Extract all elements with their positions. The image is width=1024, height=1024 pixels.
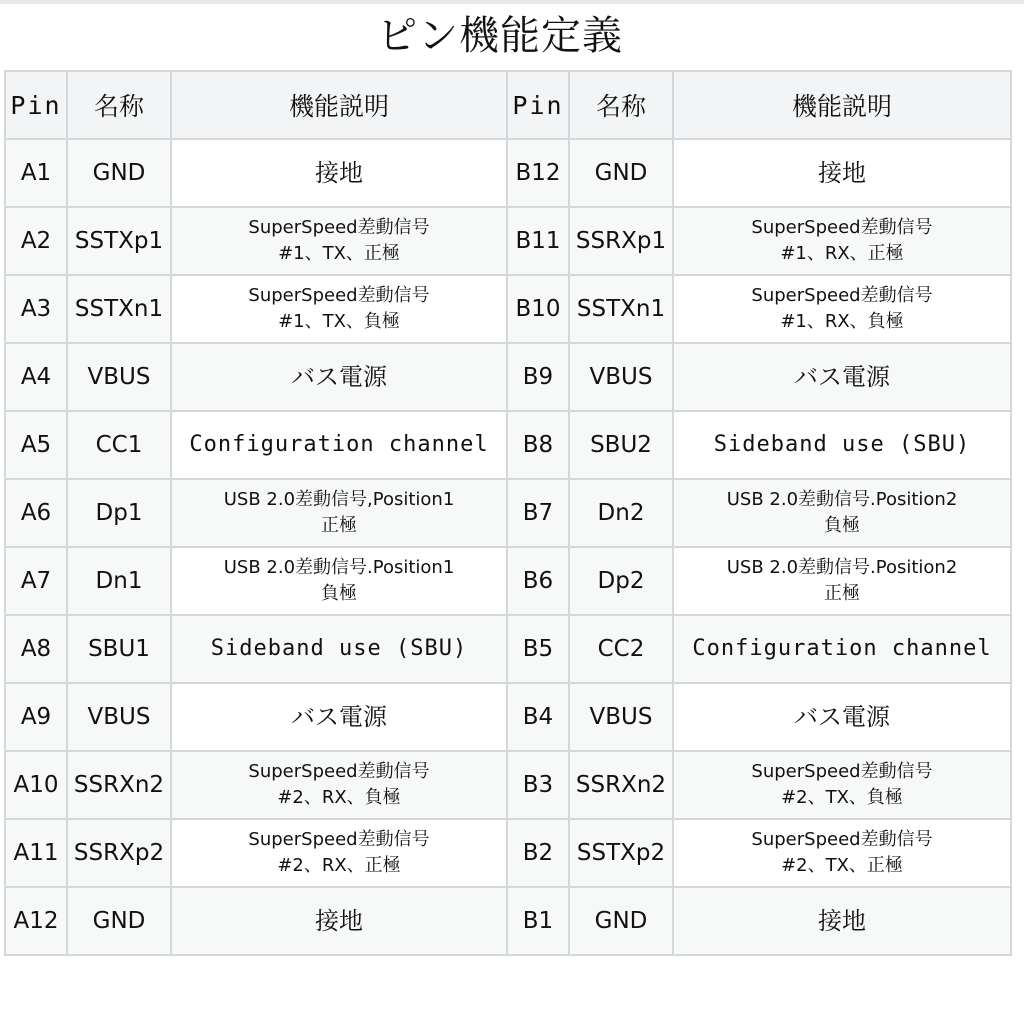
table-row (5, 615, 1011, 683)
description-line: #1、TX、負極 (278, 311, 400, 332)
pin-name-cell: Dn2 (569, 479, 673, 547)
table-row (5, 139, 1011, 207)
pin-name-cell: CC2 (569, 615, 673, 683)
description-line: バス電源 (291, 703, 387, 731)
description-line: Sideband use (SBU) (713, 432, 971, 457)
pin-name-cell: SSTXp2 (569, 819, 673, 887)
pin-name-cell: VBUS (569, 343, 673, 411)
description-line: #2、RX、正極 (277, 855, 401, 876)
pin-name-cell: SSTXn1 (67, 275, 171, 343)
pin-definition-table (4, 70, 1012, 956)
description-line: SuperSpeed差動信号 (751, 285, 933, 306)
header-desc-right: 機能説明 (673, 71, 1011, 139)
description-line: #2、RX、負極 (277, 787, 401, 808)
pin-description-cell (673, 547, 1011, 615)
description-line: SuperSpeed差動信号 (248, 829, 430, 850)
header-pin-right: Pin (507, 71, 569, 139)
pin-description-cell (673, 819, 1011, 887)
pin-name-cell: SSRXn2 (569, 751, 673, 819)
pin-description-cell (673, 683, 1011, 751)
pin-id-cell: B7 (507, 479, 569, 547)
description-line: SuperSpeed差動信号 (248, 285, 430, 306)
pin-id-cell: B10 (507, 275, 569, 343)
pin-name-cell: SSTXn1 (569, 275, 673, 343)
table-row (5, 751, 1011, 819)
pin-name-cell: GND (569, 887, 673, 955)
pin-name-cell: SBU1 (67, 615, 171, 683)
description-line: SuperSpeed差動信号 (751, 761, 933, 782)
pin-id-cell: A3 (5, 275, 67, 343)
pin-id-cell: B6 (507, 547, 569, 615)
table-row (5, 819, 1011, 887)
table-row (5, 547, 1011, 615)
pin-id-cell: A2 (5, 207, 67, 275)
pin-description-cell (673, 887, 1011, 955)
pin-id-cell: A12 (5, 887, 67, 955)
table-row (5, 343, 1011, 411)
table-row (5, 683, 1011, 751)
pin-name-cell: SBU2 (569, 411, 673, 479)
pin-id-cell: A10 (5, 751, 67, 819)
pin-id-cell: B2 (507, 819, 569, 887)
description-line: バス電源 (794, 703, 890, 731)
description-line: Configuration channel (189, 432, 489, 457)
page-title: ピン機能定義 (377, 13, 623, 59)
description-line: 正極 (321, 515, 357, 536)
pin-id-cell: B12 (507, 139, 569, 207)
pin-name-cell: VBUS (67, 343, 171, 411)
pin-id-cell: A1 (5, 139, 67, 207)
description-line: バス電源 (794, 363, 890, 391)
description-line: 負極 (321, 583, 357, 604)
pin-description-cell (171, 343, 507, 411)
description-line: USB 2.0差動信号.Position1 (223, 557, 455, 578)
pin-name-cell: GND (67, 887, 171, 955)
pin-description-cell (171, 683, 507, 751)
pin-id-cell: B1 (507, 887, 569, 955)
pin-description-cell (673, 411, 1011, 479)
pin-name-cell: VBUS (67, 683, 171, 751)
description-line: SuperSpeed差動信号 (248, 761, 430, 782)
pin-id-cell: A11 (5, 819, 67, 887)
description-line: USB 2.0差動信号,Position1 (223, 489, 455, 510)
pin-id-cell: B3 (507, 751, 569, 819)
pin-name-cell: SSRXp1 (569, 207, 673, 275)
table-row (5, 411, 1011, 479)
pin-name-cell: SSRXp2 (67, 819, 171, 887)
description-line: #1、RX、負極 (780, 311, 904, 332)
pin-description-cell (171, 139, 507, 207)
pin-id-cell: A8 (5, 615, 67, 683)
pin-id-cell: A5 (5, 411, 67, 479)
pin-description-cell (171, 615, 507, 683)
description-line: #1、TX、正極 (278, 243, 400, 264)
pin-description-cell (673, 207, 1011, 275)
description-line: USB 2.0差動信号.Position2 (726, 489, 958, 510)
description-line: Configuration channel (692, 636, 992, 661)
description-line: SuperSpeed差動信号 (751, 217, 933, 238)
pin-description-cell (673, 343, 1011, 411)
description-line: SuperSpeed差動信号 (248, 217, 430, 238)
pin-description-cell (171, 751, 507, 819)
header-desc-left: 機能説明 (171, 71, 507, 139)
pin-name-cell: Dn1 (67, 547, 171, 615)
pin-description-cell (673, 615, 1011, 683)
pin-name-cell: VBUS (569, 683, 673, 751)
pin-id-cell: B11 (507, 207, 569, 275)
pin-name-cell: SSRXn2 (67, 751, 171, 819)
description-line: SuperSpeed差動信号 (751, 829, 933, 850)
description-line: 接地 (818, 907, 866, 935)
pin-name-cell: GND (569, 139, 673, 207)
pin-description-cell (171, 275, 507, 343)
description-line: #2、TX、負極 (781, 787, 903, 808)
pin-description-cell (171, 887, 507, 955)
header-name-right: 名称 (569, 71, 673, 139)
description-line: 正極 (824, 583, 860, 604)
pin-id-cell: A9 (5, 683, 67, 751)
pin-name-cell: CC1 (67, 411, 171, 479)
pin-description-cell (673, 139, 1011, 207)
description-line: #1、RX、正極 (780, 243, 904, 264)
pin-id-cell: B4 (507, 683, 569, 751)
pin-id-cell: A6 (5, 479, 67, 547)
description-line: USB 2.0差動信号.Position2 (726, 557, 958, 578)
description-line: バス電源 (291, 363, 387, 391)
table-row (5, 275, 1011, 343)
top-divider (0, 0, 1024, 4)
header-name-left: 名称 (67, 71, 171, 139)
pin-id-cell: B9 (507, 343, 569, 411)
pin-name-cell: GND (67, 139, 171, 207)
pin-description-cell (673, 275, 1011, 343)
pin-description-cell (171, 207, 507, 275)
pin-description-cell (171, 547, 507, 615)
pin-name-cell: Dp2 (569, 547, 673, 615)
pin-id-cell: A7 (5, 547, 67, 615)
pin-description-cell (673, 479, 1011, 547)
pin-id-cell: B8 (507, 411, 569, 479)
table-row (5, 479, 1011, 547)
pin-name-cell: Dp1 (67, 479, 171, 547)
pin-description-cell (673, 751, 1011, 819)
description-line: 負極 (824, 515, 860, 536)
pin-id-cell: A4 (5, 343, 67, 411)
description-line: 接地 (818, 159, 866, 187)
description-line: 接地 (315, 907, 363, 935)
description-line: 接地 (315, 159, 363, 187)
pin-description-cell (171, 819, 507, 887)
pin-description-cell (171, 479, 507, 547)
table-header-row (5, 71, 1011, 139)
pin-description-cell (171, 411, 507, 479)
table-row (5, 887, 1011, 955)
table-row (5, 207, 1011, 275)
header-pin-left: Pin (5, 71, 67, 139)
pin-name-cell: SSTXp1 (67, 207, 171, 275)
pin-id-cell: B5 (507, 615, 569, 683)
description-line: Sideband use (SBU) (210, 636, 468, 661)
description-line: #2、TX、正極 (781, 855, 903, 876)
